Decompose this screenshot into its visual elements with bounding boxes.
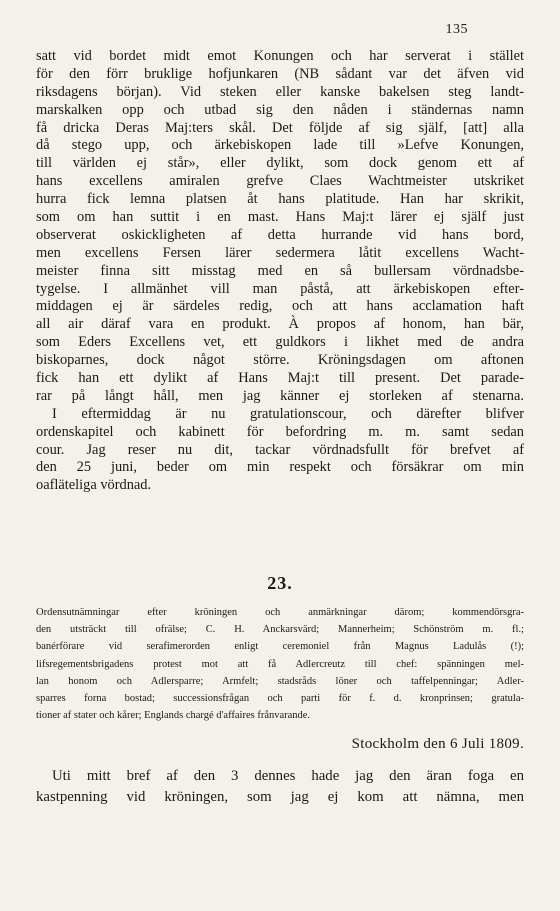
summary-line: banérförare vid serafimerorden enligt ceremoniel från Magnus Ladulås (!);: [36, 641, 524, 653]
text-line: biskoparnes, dock något större. Kröningsdagen om aftonen: [36, 352, 524, 369]
text-line: oafläteliga vördnad.: [36, 477, 152, 494]
text-line: fick han ett dylikt af Hans Maj:t till present. Det parade-: [36, 370, 524, 387]
text-line: satt vid bordet midt emot Konungen och har serverat i stället: [36, 48, 524, 64]
summary-line: den utsträckt till ofrälse; C. H. Anckarsvärd; Mannerheim; Schönström m. fl.;: [36, 624, 524, 636]
text-line: som Eders Excellens vet, ett guldkors i likhet med de andra: [36, 334, 524, 351]
summary-line: sparres forna bostad; successionsfrågan och parti för f. d. kronprinsen; gratula-: [36, 692, 524, 704]
letter-number: 23.: [267, 573, 293, 593]
page-number: 135: [445, 22, 468, 37]
body-text: [36, 48, 524, 495]
letter-summary: [36, 604, 524, 724]
text-line: men excellens Fersen lärer sedermera låtit excellens Wacht-: [36, 244, 524, 261]
text-line: ordenskapitel och kabinett för befordring m. m. samt sedan: [36, 423, 524, 440]
text-line: all air däraf vara en produkt. À propos af honom, han bär,: [36, 316, 524, 333]
text-line: hurra fick lemna platsen åt hans platitude. Han har skrikit,: [36, 191, 524, 208]
text-line: cour. Jag reser nu dit, tackar vördnadsfullt för brefvet af: [36, 441, 524, 458]
text-line: få dricka Deras Maj:ters skål. Det följde af sig själf, [att] alla: [36, 119, 524, 136]
text-line: den 25 juni, beder om min respekt och försäkrar om min: [36, 459, 524, 476]
text-line: observerat oskickligheten af detta hurrande vid hans bord,: [36, 226, 524, 243]
text-line: rar på långt håll, men jag känner ej storleken af stenarna.: [36, 387, 524, 404]
text-line: till världen ej står», eller dylikt, som dock genom ett af: [36, 155, 524, 172]
dateline: Stockholm den 6 Juli 1809.: [351, 736, 524, 752]
summary-line: lan honom och Adlersparre; Armfelt; stadsråds löner och taffelpenningar; Adler-: [36, 675, 524, 687]
text-line: meister finna sitt misstag med en så bullersam vördnadsbe-: [36, 262, 524, 279]
text-line: som om han suttit i en mast. Hans Maj:t lärer ej själf just: [36, 209, 524, 226]
text-line: I eftermiddag är nu gratulationscour, och därefter blifver: [52, 405, 524, 422]
text-line: då stego upp, och ärkebiskopen lade till »Lefve Konungen,: [36, 137, 524, 154]
summary-line: Ordensutnämningar efter kröningen och anmärkningar därom; kommendörsgra-: [36, 607, 524, 618]
text-line: marskalken opp och utbad sig den nåden i ständernas namn: [36, 101, 524, 118]
letter-text: [36, 766, 524, 807]
text-line: kastpenning vid kröningen, som jag ej kom att nämna, men: [36, 788, 524, 805]
text-line: middagen ej är särdeles redig, och att hans acclamation haft: [36, 298, 524, 315]
text-line: för den förr bruklige hofjunkaren (NB sådant var det äfven vid: [36, 65, 524, 82]
text-line: tygelse. I allmänhet vill man påstå, att ärkebiskopen efter-: [36, 280, 524, 297]
text-line: riksdagens början). Vid steken eller kanske bakelsen steg landt-: [36, 83, 524, 100]
text-line: Uti mitt bref af den 3 dennes hade jag den äran foga en: [52, 768, 524, 784]
text-line: hans excellens amiralen grefve Claes Wachtmeister utskriket: [36, 173, 524, 190]
summary-line: tioner af stater och kårer; Englands chargé d'affaires frånvarande.: [36, 710, 311, 722]
summary-line: lifsregementsbrigadens protest mot att få Adlercreutz till chef: spänningen mel-: [36, 658, 524, 670]
